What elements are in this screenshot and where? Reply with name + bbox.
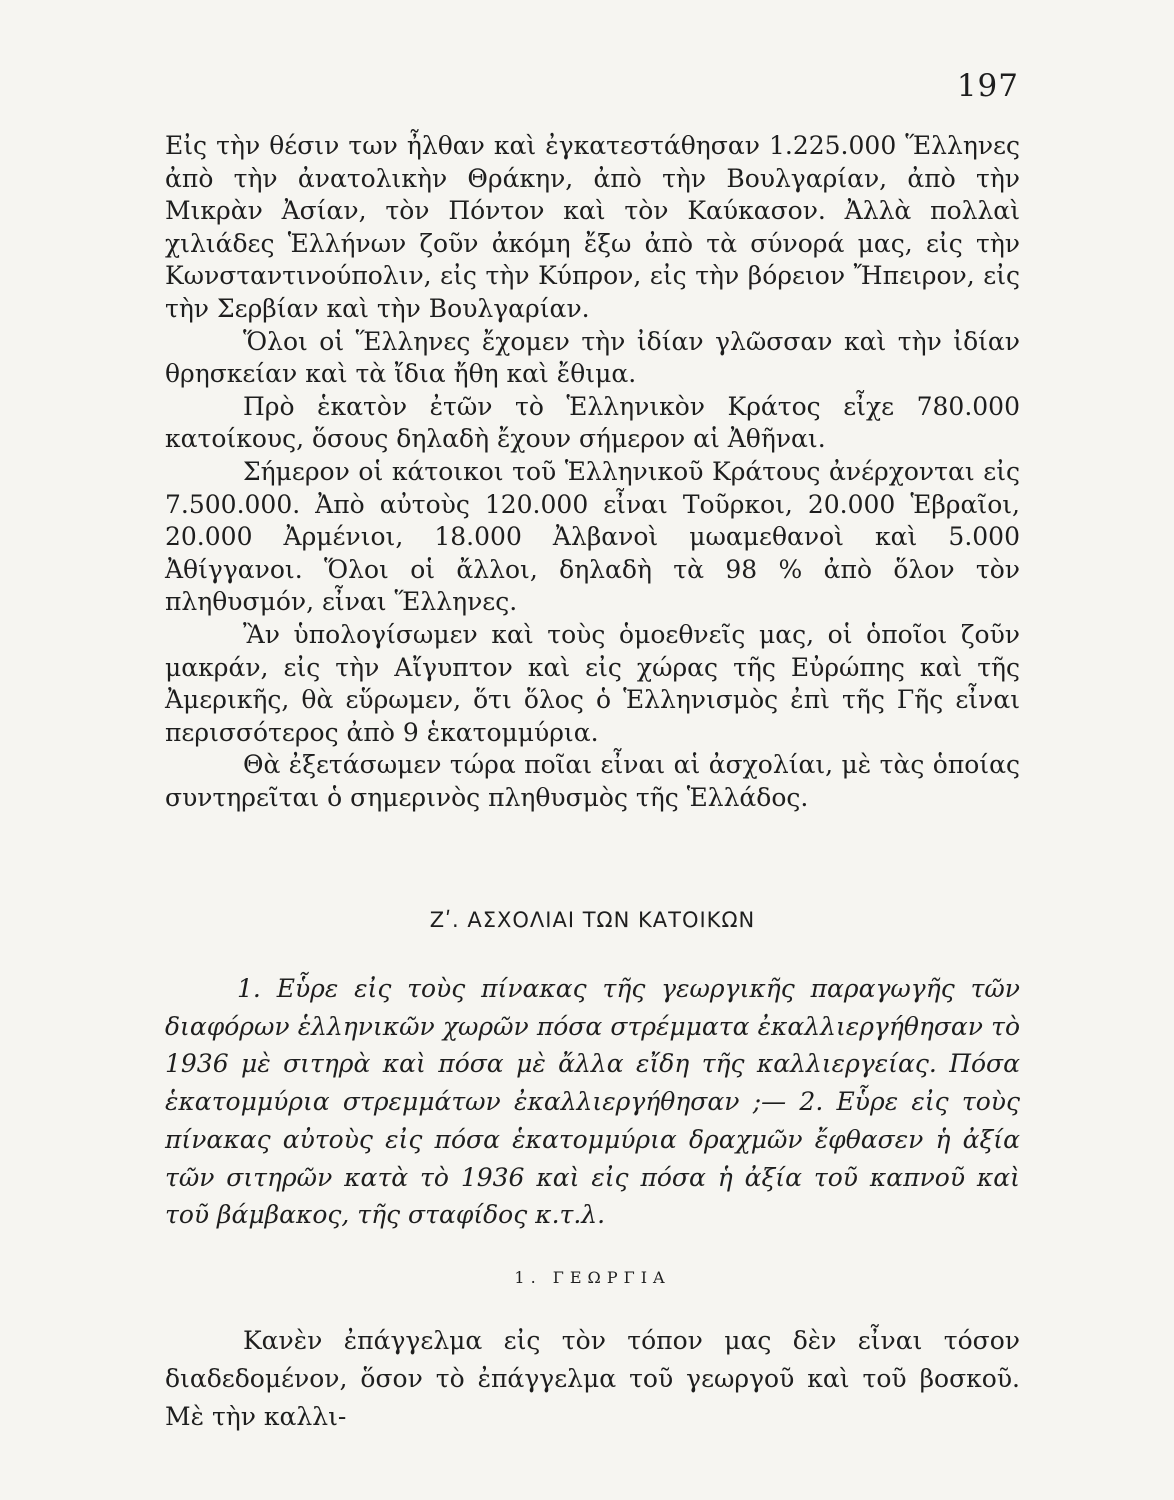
paragraph-6: Θὰ ἐξετάσωμεν τώρα ποῖαι εἶναι αἱ ἀσχολίαι, μὲ τὰς ὁποίας συντηρεῖται ὁ σημερινὸς πληθυσμὸς τῆς Ἑλλάδος. <box>165 750 1020 812</box>
page-number: 197 <box>956 68 1019 104</box>
paragraph-2: Ὅλοι οἱ Ἕλληνες ἔχομεν τὴν ἰδίαν γλῶσσαν καὶ τὴν ἰδίαν θρησκείαν καὶ τὰ ἴδια ἤθη καὶ ἔθιμα. <box>165 326 1020 389</box>
subheading: 1. ΓΕΩΡΓΙΑ <box>514 1268 671 1287</box>
paragraph-1: Εἰς τὴν θέσιν των ἦλθαν καὶ ἐγκατεστάθησαν 1.225.000 Ἕλληνες ἀπὸ τὴν ἀνατολικὴν Θράκην, ἀπὸ τὴν Βουλγαρίαν, ἀπὸ τὴν Μικρὰν Ἀσίαν, τὸν Πόντον καὶ τὸν Καύκασον. Ἀλλὰ πολλαὶ χιλιάδες Ἑλλήνων ζοῦν ἀκόμη ἔξω ἀπὸ τὰ σύνορά μας, εἰς τὴν Κωνσταντινούπολιν, εἰς τὴν Κύπρον, εἰς τὴν βόρειον Ἤπειρον, εἰς τὴν Σερβίαν καὶ τὴν Βουλγαρίαν. <box>165 131 1020 323</box>
section-title: Ζʹ. ΑΣΧΟΛΙΑΙ ΤΩΝ ΚΑΤΟΙΚΩΝ <box>429 908 756 932</box>
paragraph-5: Ἂν ὑπολογίσωμεν καὶ τοὺς ὁμοεθνεῖς μας, οἱ ὁποῖοι ζοῦν μακράν, εἰς τὴν Αἴγυπτον καὶ εἰς χώρας τῆς Εὐρώπης καὶ τῆς Ἀμερικῆς, θὰ εὕρωμεν, ὅτι ὅλος ὁ Ἑλληνισμὸς ἐπὶ τῆς Γῆς εἶναι περισσότερος ἀπὸ 9 ἑκατομμύρια. <box>165 619 1020 747</box>
final-paragraph: Κανὲν ἐπάγγελμα εἰς τὸν τόπον μας δὲν εἶναι τόσον διαδεδομένον, ὅσον τὸ ἐπάγγελμα τοῦ γεωργοῦ καὶ τοῦ βοσκοῦ. Μὲ τὴν καλλι- <box>165 1326 1020 1431</box>
main-text <box>165 130 1020 814</box>
paragraph-4: Σήμερον οἱ κάτοικοι τοῦ Ἑλληνικοῦ Κράτους ἀνέρχονται εἰς 7.500.000. Ἀπὸ αὐτοὺς 120.000 εἶναι Τοῦρκοι, 20.000 Ἑβραῖοι, 20.000 Ἀρμένιοι, 18.000 Ἀλβανοὶ μωαμεθανοὶ καὶ 5.000 Ἀθίγγανοι. Ὅλοι οἱ ἄλλοι, δηλαδὴ τὰ 98 % ἀπὸ ὅλον τὸν πληθυσμόν, εἶναι Ἕλληνες. <box>165 456 1020 617</box>
paragraph-3: Πρὸ ἑκατὸν ἐτῶν τὸ Ἑλληνικὸν Κράτος εἶχε 780.000 κατοίκους, ὅσους δηλαδὴ ἔχουν σήμερον αἱ Ἀθῆναι. <box>165 391 1020 454</box>
exercises-text: 1. Εὗρε εἰς τοὺς πίνακας τῆς γεωργικῆς παραγωγῆς τῶν διαφόρων ἑλληνικῶν χωρῶν πόσα στρέμματα ἐκαλλιεργήθησαν τὸ 1936 μὲ σιτηρὰ καὶ πόσα μὲ ἄλλα εἴδη τῆς καλλιεργείας. Πόσα ἑκατομμύρια στρεμμάτων ἐκαλλιεργήθησαν ;— 2. Εὗρε εἰς τοὺς πίνακας αὐτοὺς εἰς πόσα ἑκατομμύρια δραχμῶν ἔφθασεν ἡ ἀξία τῶν σιτηρῶν κατὰ τὸ 1936 καὶ εἰς πόσα ἡ ἀξία τοῦ καπνοῦ καὶ τοῦ βάμβακος, τῆς σταφίδος κ.τ.λ. <box>165 974 1020 1230</box>
